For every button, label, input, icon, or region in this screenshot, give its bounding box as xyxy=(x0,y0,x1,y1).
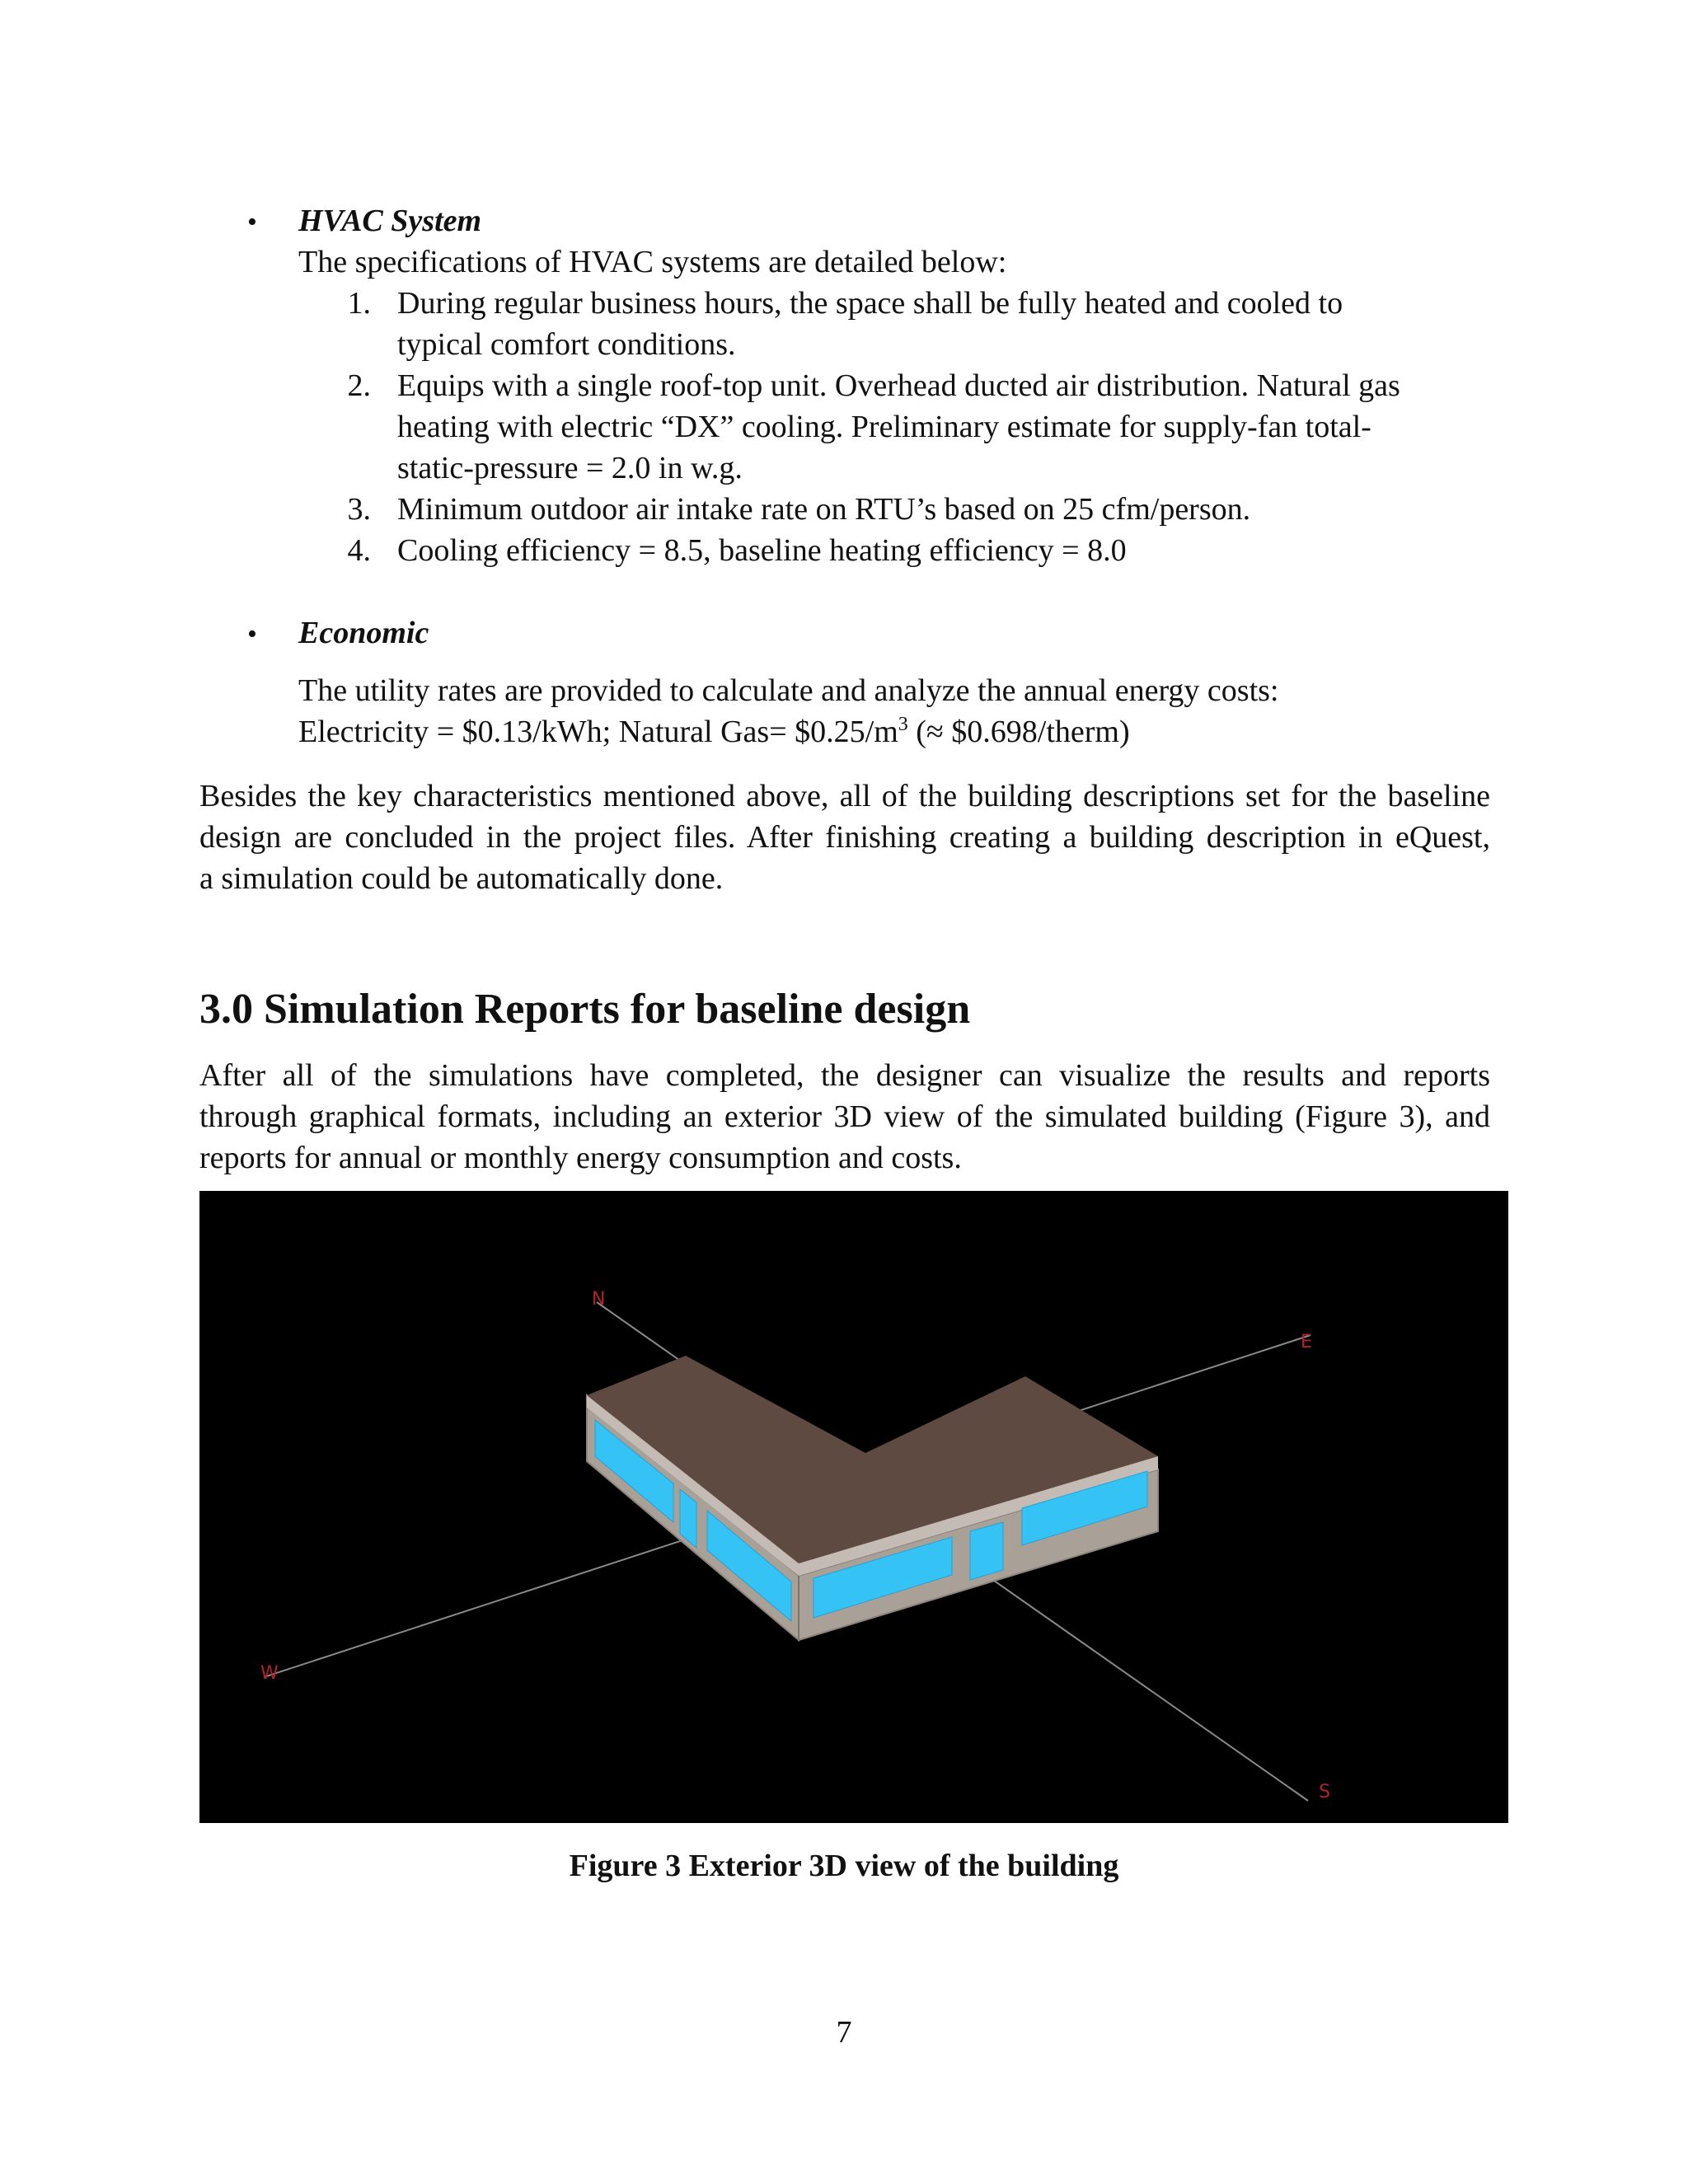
compass-south: S xyxy=(1319,1782,1330,1802)
bullet-dot: • xyxy=(247,619,257,649)
section-heading: 3.0 Simulation Reports for baseline design xyxy=(199,986,971,1033)
paragraph-line: After all of the simulations have completed, the designer can visualize the results and reports xyxy=(199,1058,1490,1093)
economic-line: The utility rates are provided to calculate and analyze the annual energy costs: xyxy=(298,673,1279,708)
list-item-line: static-pressure = 2.0 in w.g. xyxy=(397,451,743,485)
page-number: 7 xyxy=(836,2015,852,2050)
building-3d-view xyxy=(199,1191,1508,1823)
list-number: 1. xyxy=(347,286,371,321)
bullet-dot: • xyxy=(247,207,257,237)
hvac-title: HVAC System xyxy=(298,204,482,238)
compass-west: W xyxy=(260,1663,279,1684)
figure-caption: Figure 3 Exterior 3D view of the building xyxy=(569,1849,1119,1883)
building-3d-svg xyxy=(199,1191,1508,1823)
hvac-intro: The specifications of HVAC systems are detailed below: xyxy=(298,245,1007,279)
compass-north: N xyxy=(592,1289,606,1310)
list-item-line: During regular business hours, the space shall be fully heated and cooled to xyxy=(397,286,1343,321)
list-item-line: Equips with a single roof-top unit. Overhead ducted air distribution. Natural gas xyxy=(397,368,1400,403)
rates-text: (≈ $0.698/therm) xyxy=(907,715,1130,749)
economic-title: Economic xyxy=(298,616,429,650)
paragraph-line: design are concluded in the project files. After finishing creating a building description in eQuest, xyxy=(199,820,1490,855)
economic-rates xyxy=(298,711,1130,752)
list-item-line: Minimum outdoor air intake rate on RTU’s based on 25 cfm/person. xyxy=(397,492,1251,527)
rates-superscript: 3 xyxy=(898,714,908,735)
list-item-line: heating with electric “DX” cooling. Preliminary estimate for supply-fan total- xyxy=(397,410,1372,444)
door-glass xyxy=(970,1522,1003,1580)
rates-text: Electricity = $0.13/kWh; Natural Gas= $0.25/m xyxy=(298,715,898,749)
list-number: 3. xyxy=(347,492,371,527)
list-number: 2. xyxy=(347,368,371,403)
paragraph-line: a simulation could be automatically done. xyxy=(199,861,724,896)
list-item-line: Cooling efficiency = 8.5, baseline heating efficiency = 8.0 xyxy=(397,533,1127,568)
list-number: 4. xyxy=(347,533,371,568)
paragraph-line: reports for annual or monthly energy consumption and costs. xyxy=(199,1141,962,1175)
list-item-line: typical comfort conditions. xyxy=(397,327,736,362)
compass-east: E xyxy=(1301,1332,1312,1352)
paragraph-line: Besides the key characteristics mentioned above, all of the building descriptions set for the baseline xyxy=(199,779,1490,813)
paragraph-line: through graphical formats, including an exterior 3D view of the simulated building (Figure 3), and xyxy=(199,1099,1490,1134)
